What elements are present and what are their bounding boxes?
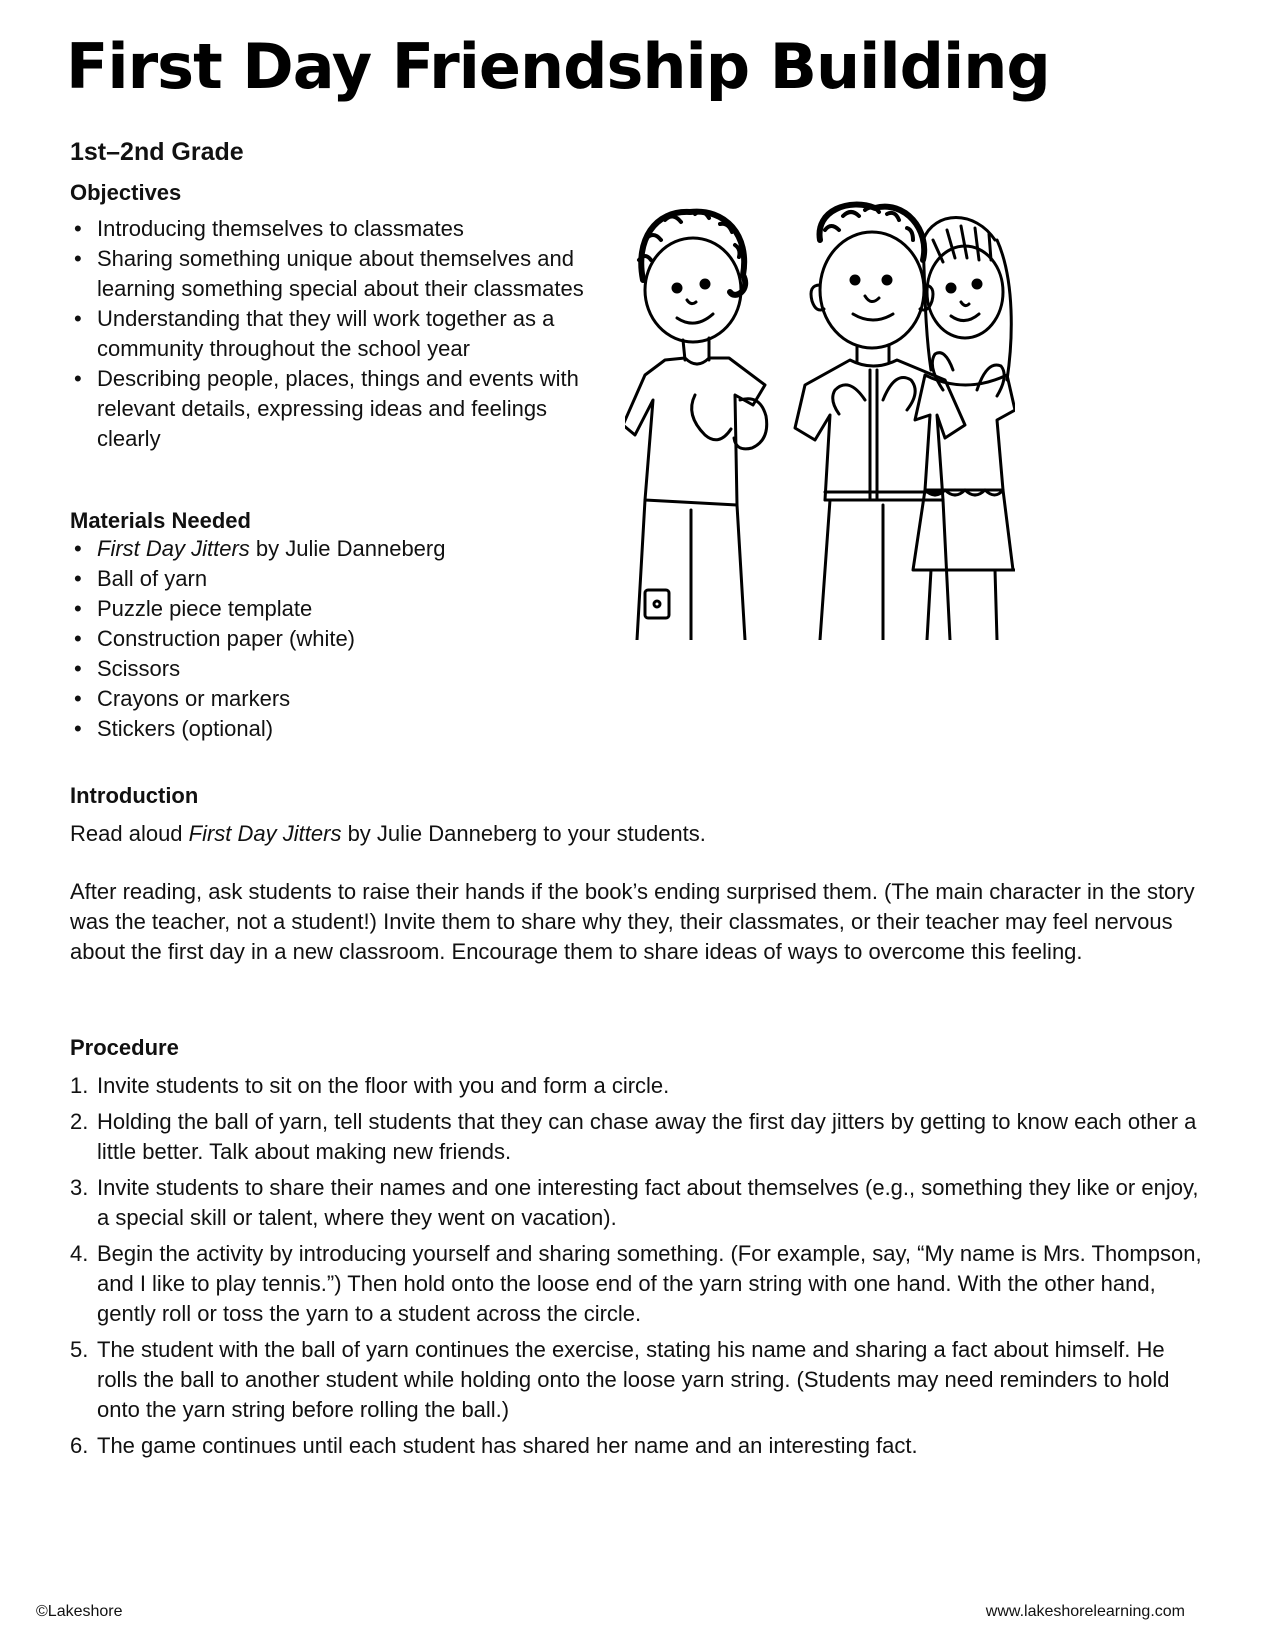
materials-list xyxy=(70,534,610,744)
step-number: 1. xyxy=(70,1073,89,1098)
page-title: First Day Friendship Building xyxy=(66,30,1050,103)
materials-heading: Materials Needed xyxy=(70,508,251,533)
list-item: • Construction paper (white) xyxy=(70,624,610,654)
book-author: by Julie Danneberg xyxy=(249,536,446,561)
procedure-step xyxy=(70,1431,1210,1461)
copyright: ©Lakeshore xyxy=(36,1603,123,1620)
list-item: • Describing people, places, things and events with relevant details, expressing ideas and feelings clearly xyxy=(70,364,610,454)
procedure-section xyxy=(70,1035,1210,1467)
child-left-figure xyxy=(625,212,767,640)
procedure-step xyxy=(70,1173,1210,1233)
introduction-paragraph xyxy=(70,819,1210,849)
child-right-figure xyxy=(913,218,1015,641)
step-text: Invite students to share their names and one interesting fact about themselves (e.g., something they like or enjoy, a special skill or talent, where they went on vacation). xyxy=(97,1175,1199,1230)
website-link[interactable]: www.lakeshorelearning.com xyxy=(985,1603,1185,1620)
book-title: First Day Jitters xyxy=(188,821,342,846)
objectives-list xyxy=(70,214,610,454)
step-number: 3. xyxy=(70,1175,89,1200)
step-number: 5. xyxy=(70,1337,89,1362)
list-item: • Scissors xyxy=(70,654,610,684)
procedure-step xyxy=(70,1239,1210,1329)
list-item: • Sharing something unique about themselves and learning something special about their classmates xyxy=(70,244,610,304)
grade-level: 1st–2nd Grade xyxy=(70,138,244,166)
list-item: • Understanding that they will work together as a community throughout the school year xyxy=(70,304,610,364)
children-illustration xyxy=(625,200,1015,640)
list-item: • Puzzle piece template xyxy=(70,594,610,624)
step-text: The student with the ball of yarn continues the exercise, stating his name and sharing a fact about himself. He rolls the ball to another student while holding onto the loose yarn string. (Students may need reminders to hold onto the yarn string before rolling the ball.) xyxy=(97,1337,1170,1422)
objectives-heading: Objectives xyxy=(70,180,182,205)
procedure-heading: Procedure xyxy=(70,1035,179,1060)
materials-section xyxy=(70,508,610,744)
list-item: • Introducing themselves to classmates xyxy=(70,214,610,244)
intro-text: by Julie Danneberg to your students. xyxy=(341,821,706,846)
step-text: The game continues until each student has shared her name and an interesting fact. xyxy=(97,1433,918,1458)
list-item xyxy=(70,534,610,564)
objectives-section xyxy=(70,180,610,454)
procedure-step xyxy=(70,1107,1210,1167)
step-number: 6. xyxy=(70,1433,89,1458)
list-item: • Stickers (optional) xyxy=(70,714,610,744)
introduction-heading: Introduction xyxy=(70,783,199,808)
introduction-paragraph: After reading, ask students to raise their hands if the book’s ending surprised them. (The main character in the story was the teacher, not a student!) Invite them to share why they, their classmates, or their teacher may feel nervous about the first day in a new classroom. Encourage them to share ideas of ways to overcome this feeling. xyxy=(70,879,1195,964)
list-item: • Crayons or markers xyxy=(70,684,610,714)
child-middle-figure xyxy=(795,205,965,640)
procedure-list xyxy=(70,1071,1210,1461)
list-item: • Ball of yarn xyxy=(70,564,610,594)
step-number: 2. xyxy=(70,1109,89,1134)
introduction-section xyxy=(70,783,1210,967)
step-number: 4. xyxy=(70,1241,89,1266)
step-text: Holding the ball of yarn, tell students that they can chase away the first day jitters by getting to know each other a little better. Talk about making new friends. xyxy=(97,1109,1197,1164)
procedure-step xyxy=(70,1071,1210,1101)
step-text: Invite students to sit on the floor with you and form a circle. xyxy=(97,1073,670,1098)
book-title: First Day Jitters xyxy=(97,536,250,561)
procedure-step xyxy=(70,1335,1210,1425)
intro-text: Read aloud xyxy=(70,821,189,846)
step-text: Begin the activity by introducing yourself and sharing something. (For example, say, “My name is Mrs. Thompson, and I like to play tennis.”) Then hold onto the loose end of the yarn string with one hand. With the other hand, gently roll or toss the yarn to a student across the circle. xyxy=(97,1241,1202,1326)
